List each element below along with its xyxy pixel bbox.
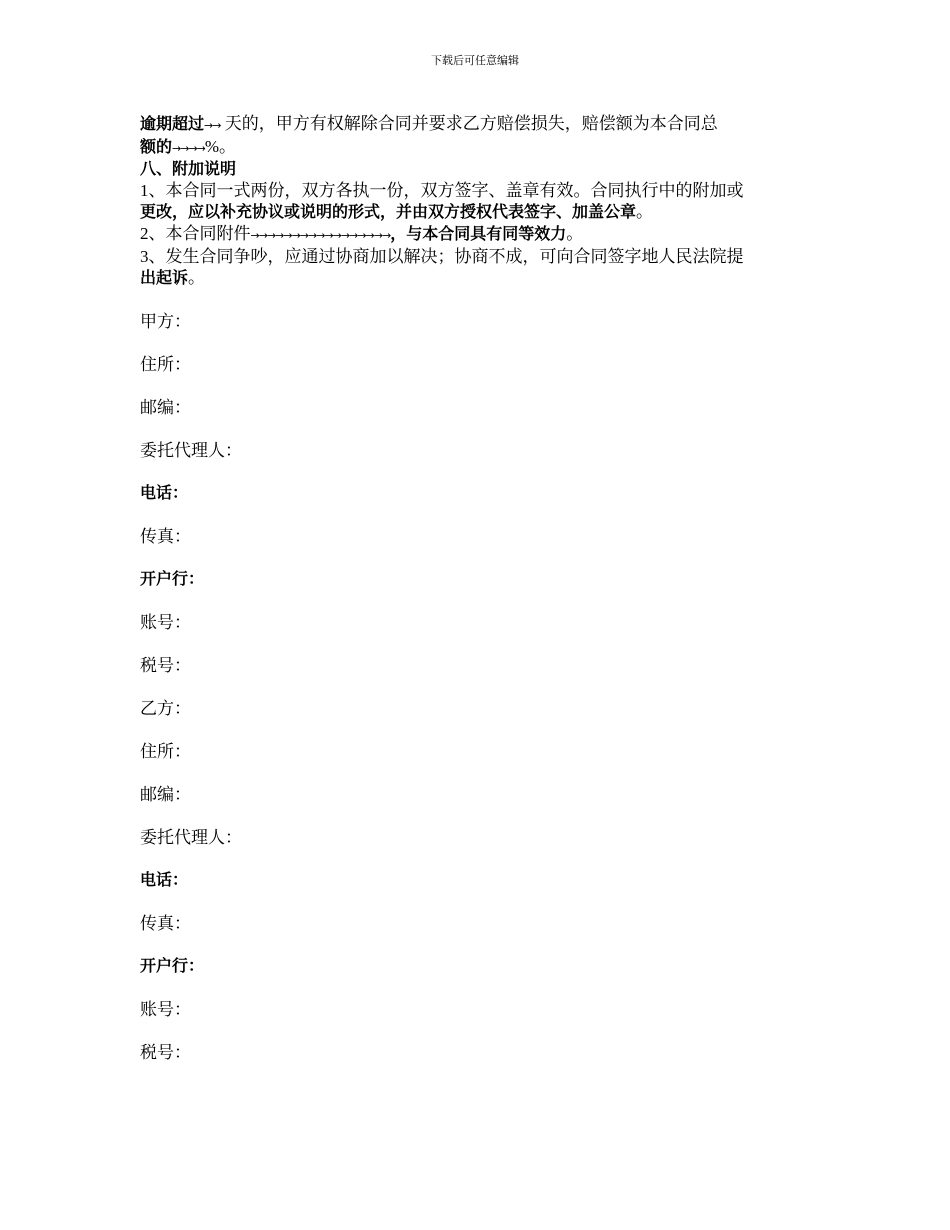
clause-2-end: 。 — [566, 224, 584, 243]
clause-1-end: 。 — [636, 202, 654, 221]
party-b-phone: 电话： — [140, 872, 189, 889]
party-a-tax-id: 税号： — [140, 656, 191, 675]
party-a-fax: 传真： — [140, 527, 191, 546]
document-body — [140, 113, 820, 1085]
clause-3-line-1: 3、发生合同争吵，应通过协商加以解决；协商不成，可向合同签字地人民法院提 — [140, 247, 744, 266]
clause-2-bold: ，与本合同具有同等效力 — [390, 226, 567, 243]
penalty-paragraph — [140, 113, 820, 136]
party-b-tax-id: 税号： — [140, 1043, 191, 1062]
overdue-label: 逾期超过 — [140, 116, 205, 133]
party-a-address: 住所： — [140, 355, 191, 374]
percent-blank: →→→→ — [172, 142, 205, 155]
penalty-paragraph-cont — [140, 136, 820, 159]
page-header-note: 下载后可任意编辑 — [431, 54, 519, 67]
clause-3-line-2 — [140, 267, 820, 289]
party-a-postcode: 邮编： — [140, 398, 191, 417]
percent-sign: %。 — [204, 137, 237, 156]
penalty-text: 天的，甲方有权解除合同并要求乙方赔偿损失，赔偿额为本合同总 — [220, 114, 718, 133]
party-b-agent: 委托代理人： — [140, 828, 242, 847]
party-b-fax: 传真： — [140, 914, 191, 933]
clause-2 — [140, 223, 820, 246]
clause-1-bold: 更改，应以补充协议或说明的形式，并由双方授权代表签字、加盖公章 — [140, 204, 637, 221]
party-b-address: 住所： — [140, 742, 191, 761]
clause-1-line-2 — [140, 201, 820, 223]
amount-label: 额的 — [140, 139, 173, 156]
clause-1-line-1: 1、本合同一式两份，双方各执一份，双方签字、盖章有效。合同执行中的附加或 — [140, 181, 744, 200]
clause-2-text: 2、本合同附件 — [140, 224, 251, 243]
party-a-bank: 开户行： — [140, 571, 205, 588]
party-b-account: 账号： — [140, 1000, 191, 1019]
clause-3-bold: 出起诉 — [140, 270, 189, 287]
party-b-bank: 开户行： — [140, 958, 205, 975]
spacer — [140, 289, 820, 311]
party-a-phone: 电话： — [140, 485, 189, 502]
party-b-postcode: 邮编： — [140, 785, 191, 804]
section-title: 八、附加说明 — [140, 161, 237, 178]
days-blank: →→ — [204, 119, 221, 132]
party-a-label: 甲方： — [140, 312, 191, 331]
party-b-label: 乙方： — [140, 699, 191, 718]
attachment-blank: →→→→→→→→→→→→→→→→→ — [250, 229, 391, 242]
clause-3-end: 。 — [188, 268, 206, 287]
party-a-agent: 委托代理人： — [140, 441, 242, 460]
party-a-account: 账号： — [140, 613, 191, 632]
